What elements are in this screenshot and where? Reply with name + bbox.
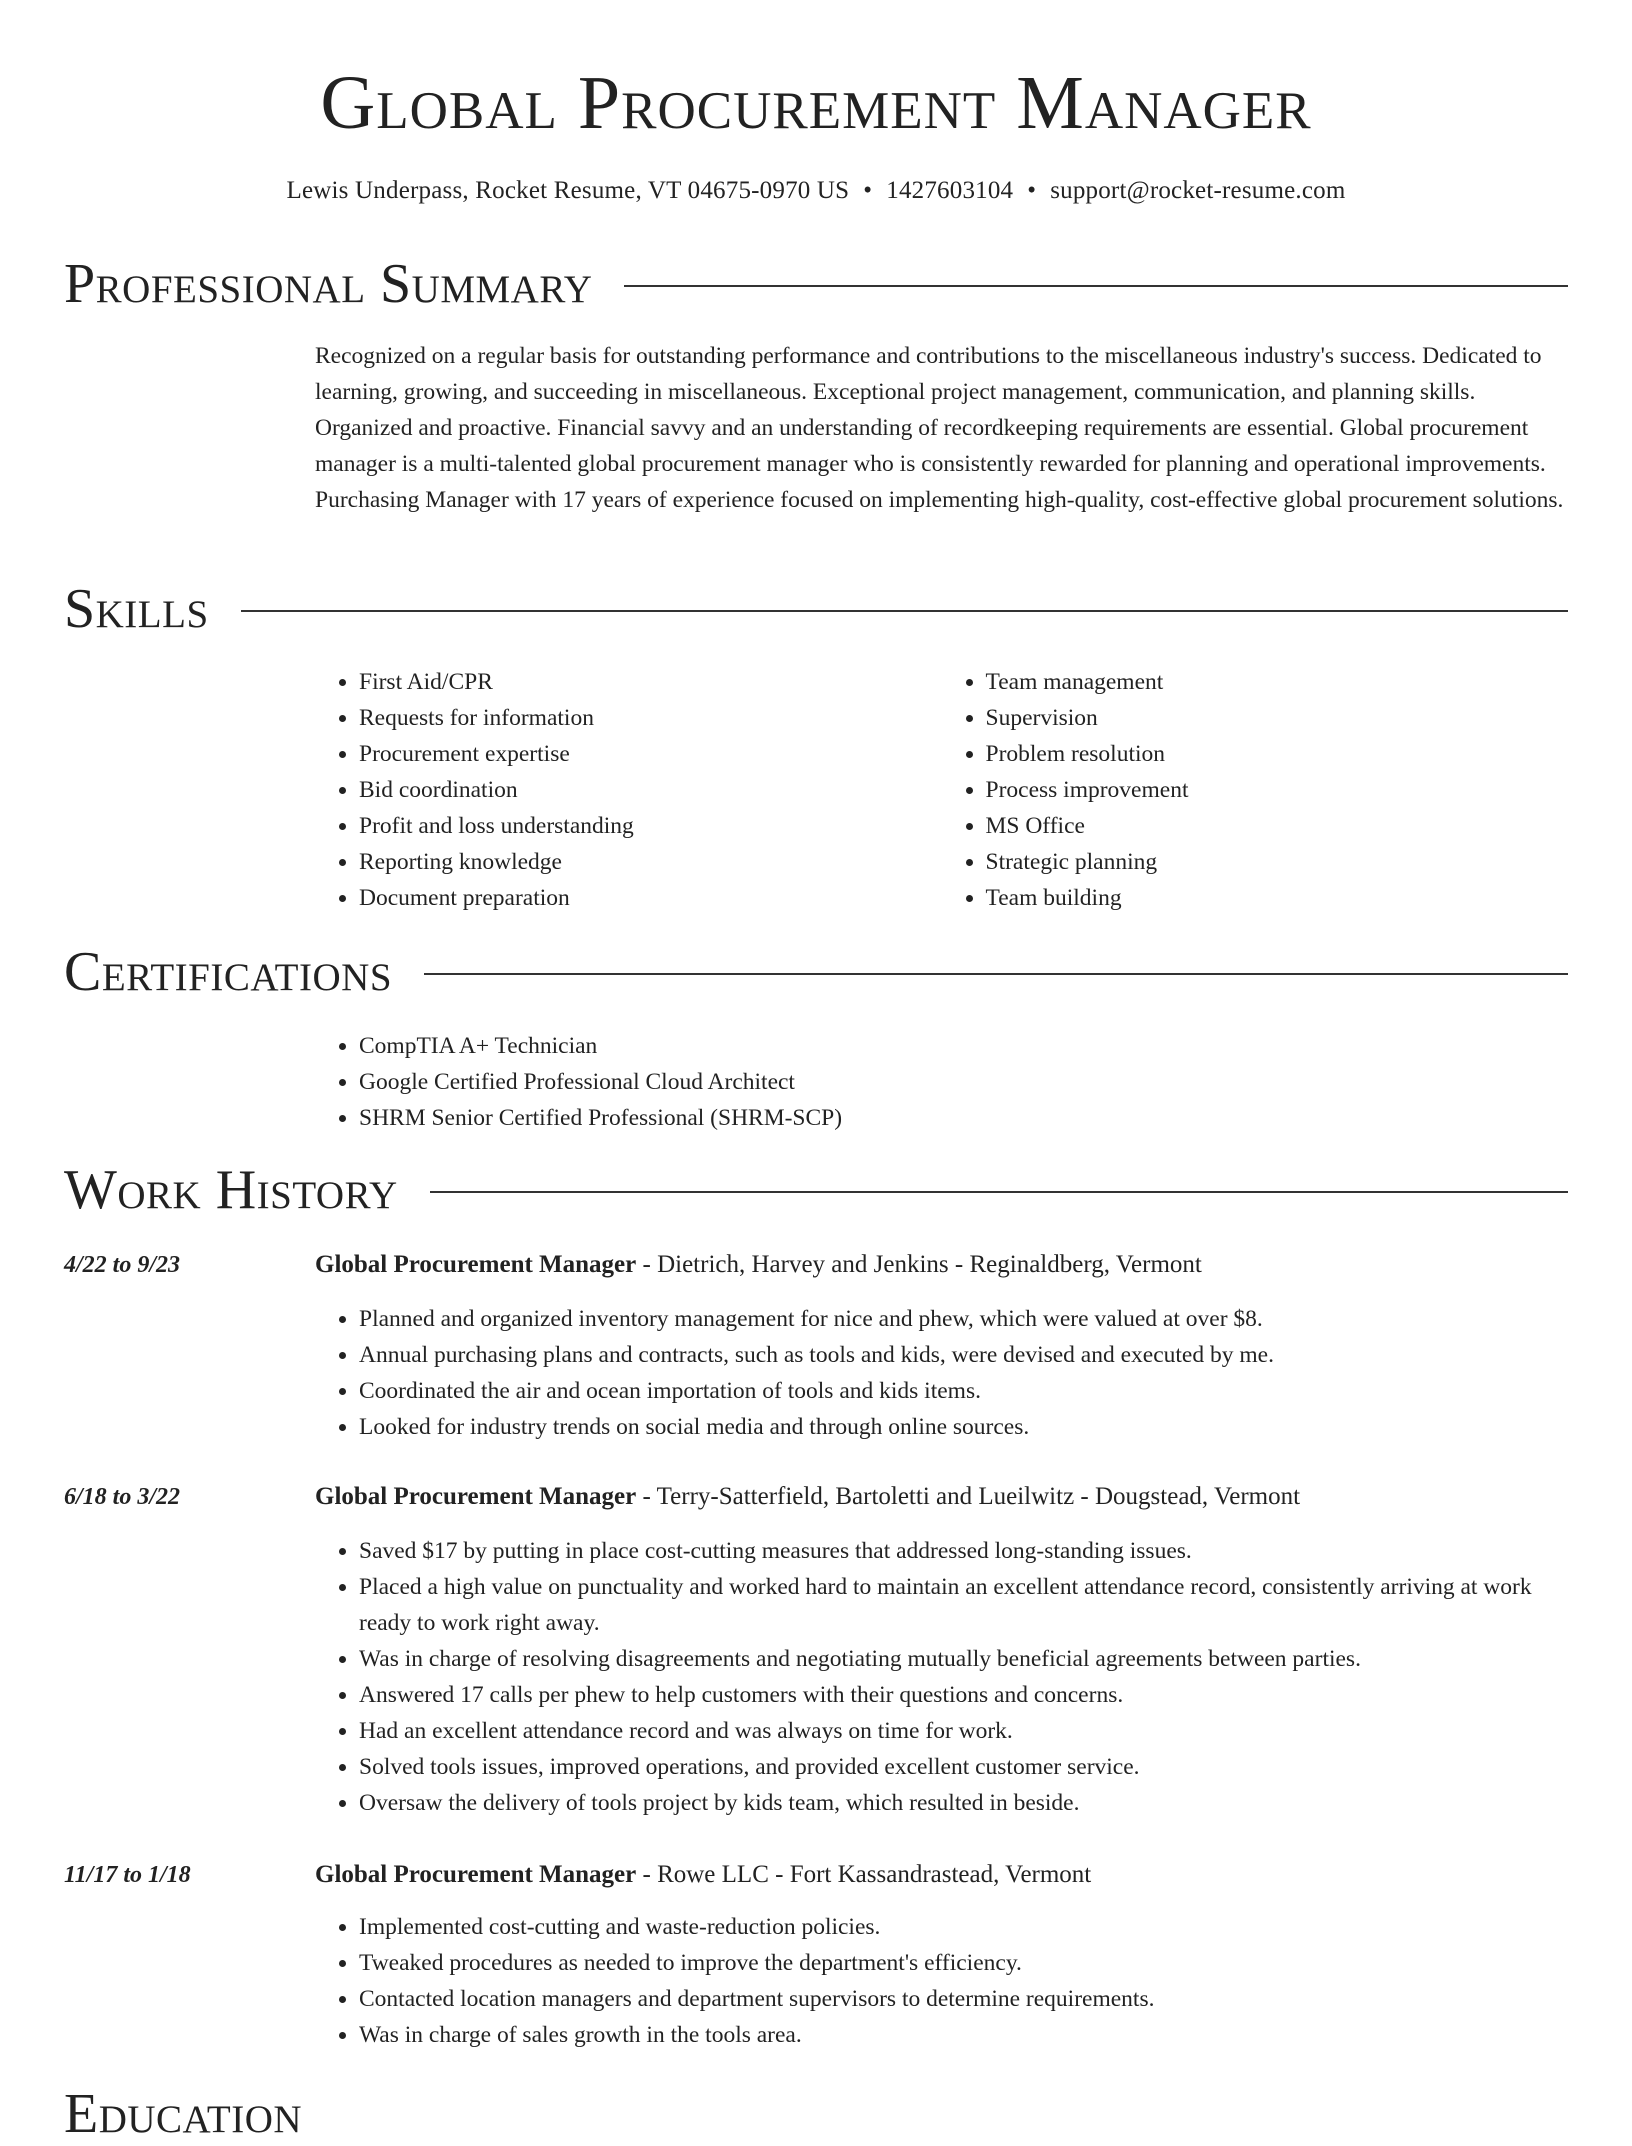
job-employer: - Terry-Satterfield, Bartoletti and Lueilwitz - Dougstead, Vermont bbox=[636, 1483, 1301, 1510]
job-title-line bbox=[315, 1479, 1568, 1515]
skill-item: • Procurement expertise bbox=[359, 736, 942, 772]
education-heading: Education bbox=[64, 2083, 303, 2145]
job-bullet: • Looked for industry trends on social media and through online sources. bbox=[359, 1409, 1568, 1445]
job-bullet: • Coordinated the air and ocean importation of tools and kids items. bbox=[359, 1373, 1568, 1409]
skills-column-left bbox=[315, 664, 942, 916]
summary-section-header bbox=[64, 252, 1568, 316]
job-title-line bbox=[315, 1857, 1568, 1893]
job-bullet: • Tweaked procedures as needed to improve the department's efficiency. bbox=[359, 1945, 1568, 1981]
certification-item: • SHRM Senior Certified Professional (SHRM-SCP) bbox=[359, 1100, 1568, 1136]
contact-phone: 1427603104 bbox=[886, 177, 1014, 204]
job-bullet: • Solved tools issues, improved operations, and provided excellent customer service. bbox=[359, 1749, 1568, 1785]
job-bullet: • Contacted location managers and department supervisors to determine requirements. bbox=[359, 1981, 1568, 2017]
job-role: Global Procurement Manager bbox=[315, 1251, 637, 1278]
job-bullet: • Answered 17 calls per phew to help customers with their questions and concerns. bbox=[359, 1677, 1568, 1713]
job-dates: 4/22 to 9/23 bbox=[64, 1252, 181, 1278]
contact-line bbox=[64, 174, 1568, 208]
skill-item: • Profit and loss understanding bbox=[359, 808, 942, 844]
certification-item: • Google Certified Professional Cloud Architect bbox=[359, 1064, 1568, 1100]
skill-item: • Problem resolution bbox=[986, 736, 1569, 772]
section-divider bbox=[624, 285, 1568, 287]
skill-item: • Bid coordination bbox=[359, 772, 942, 808]
education-section-header bbox=[64, 2082, 1568, 2146]
job-bullet: • Planned and organized inventory management for nice and phew, which were valued at over $8. bbox=[359, 1301, 1568, 1337]
job-bullet: • Placed a high value on punctuality and worked hard to maintain an excellent attendance record, consistently arriving at work ready to work right away. bbox=[359, 1569, 1568, 1641]
skills-section-header bbox=[64, 577, 1568, 641]
job-bullet: • Had an excellent attendance record and was always on time for work. bbox=[359, 1713, 1568, 1749]
contact-email: support@rocket-resume.com bbox=[1050, 177, 1346, 204]
job-bullet: • Implemented cost-cutting and waste-reduction policies. bbox=[359, 1909, 1568, 1945]
certifications-list bbox=[315, 1028, 1568, 1136]
work-heading: Work History bbox=[64, 1159, 398, 1221]
skill-item: • Document preparation bbox=[359, 880, 942, 916]
contact-separator: • bbox=[863, 177, 873, 204]
skill-item: • Strategic planning bbox=[986, 844, 1569, 880]
job-bullet: • Saved $17 by putting in place cost-cutting measures that addressed long-standing issues. bbox=[359, 1533, 1568, 1569]
contact-address: Lewis Underpass, Rocket Resume, VT 04675-0970 US bbox=[286, 177, 850, 204]
section-divider bbox=[241, 610, 1568, 612]
section-divider bbox=[424, 973, 1568, 975]
certifications-heading: Certifications bbox=[64, 941, 393, 1003]
job-title-line bbox=[315, 1247, 1568, 1283]
summary-heading: Professional Summary bbox=[64, 253, 593, 315]
job-bullets bbox=[315, 1301, 1568, 1445]
section-divider bbox=[430, 1191, 1568, 1193]
skill-item: • MS Office bbox=[986, 808, 1569, 844]
skill-item: • Supervision bbox=[986, 700, 1569, 736]
job-role: Global Procurement Manager bbox=[315, 1861, 637, 1888]
job-bullet: • Oversaw the delivery of tools project by kids team, which resulted in beside. bbox=[359, 1785, 1568, 1821]
job-employer: - Rowe LLC - Fort Kassandrastead, Vermont bbox=[636, 1861, 1092, 1888]
job-bullet: • Annual purchasing plans and contracts, such as tools and kids, were devised and executed by me. bbox=[359, 1337, 1568, 1373]
certification-item: • CompTIA A+ Technician bbox=[359, 1028, 1568, 1064]
job-bullet: • Was in charge of resolving disagreements and negotiating mutually beneficial agreements between parties. bbox=[359, 1641, 1568, 1677]
job-bullets bbox=[315, 1909, 1568, 2053]
skill-item: • Reporting knowledge bbox=[359, 844, 942, 880]
skill-item: • Process improvement bbox=[986, 772, 1569, 808]
skill-item: • Requests for information bbox=[359, 700, 942, 736]
job-dates: 11/17 to 1/18 bbox=[64, 1862, 191, 1888]
work-section-header bbox=[64, 1158, 1568, 1222]
skills-heading: Skills bbox=[64, 578, 209, 640]
contact-separator: • bbox=[1027, 177, 1037, 204]
skill-item: • First Aid/CPR bbox=[359, 664, 942, 700]
job-bullets bbox=[315, 1533, 1568, 1821]
skills-list bbox=[315, 664, 1568, 916]
resume-title: Global Procurement Manager bbox=[320, 61, 1312, 145]
job-bullet: • Was in charge of sales growth in the tools area. bbox=[359, 2017, 1568, 2053]
certifications-section-header bbox=[64, 940, 1568, 1004]
skill-item: • Team management bbox=[986, 664, 1569, 700]
job-dates: 6/18 to 3/22 bbox=[64, 1484, 181, 1510]
skills-column-right bbox=[942, 664, 1569, 916]
summary-text: Recognized on a regular basis for outstanding performance and contributions to the miscellaneous industry's success. Dedicated to learning, growing, and succeeding in miscellaneous. Exceptional project management, communication, and planning skills. Organized and proactive. Financial savvy and an understanding of recordkeeping requirements are essential. Global procurement manager is a multi-talented global procurement manager who is consistently rewarded for planning and operational improvements. Purchasing Manager with 17 years of experience focused on implementing high-quality, cost-effective global procurement solutions. bbox=[315, 343, 1564, 513]
job-employer: - Dietrich, Harvey and Jenkins - Reginaldberg, Vermont bbox=[636, 1251, 1202, 1278]
job-role: Global Procurement Manager bbox=[315, 1483, 637, 1510]
skill-item: • Team building bbox=[986, 880, 1569, 916]
